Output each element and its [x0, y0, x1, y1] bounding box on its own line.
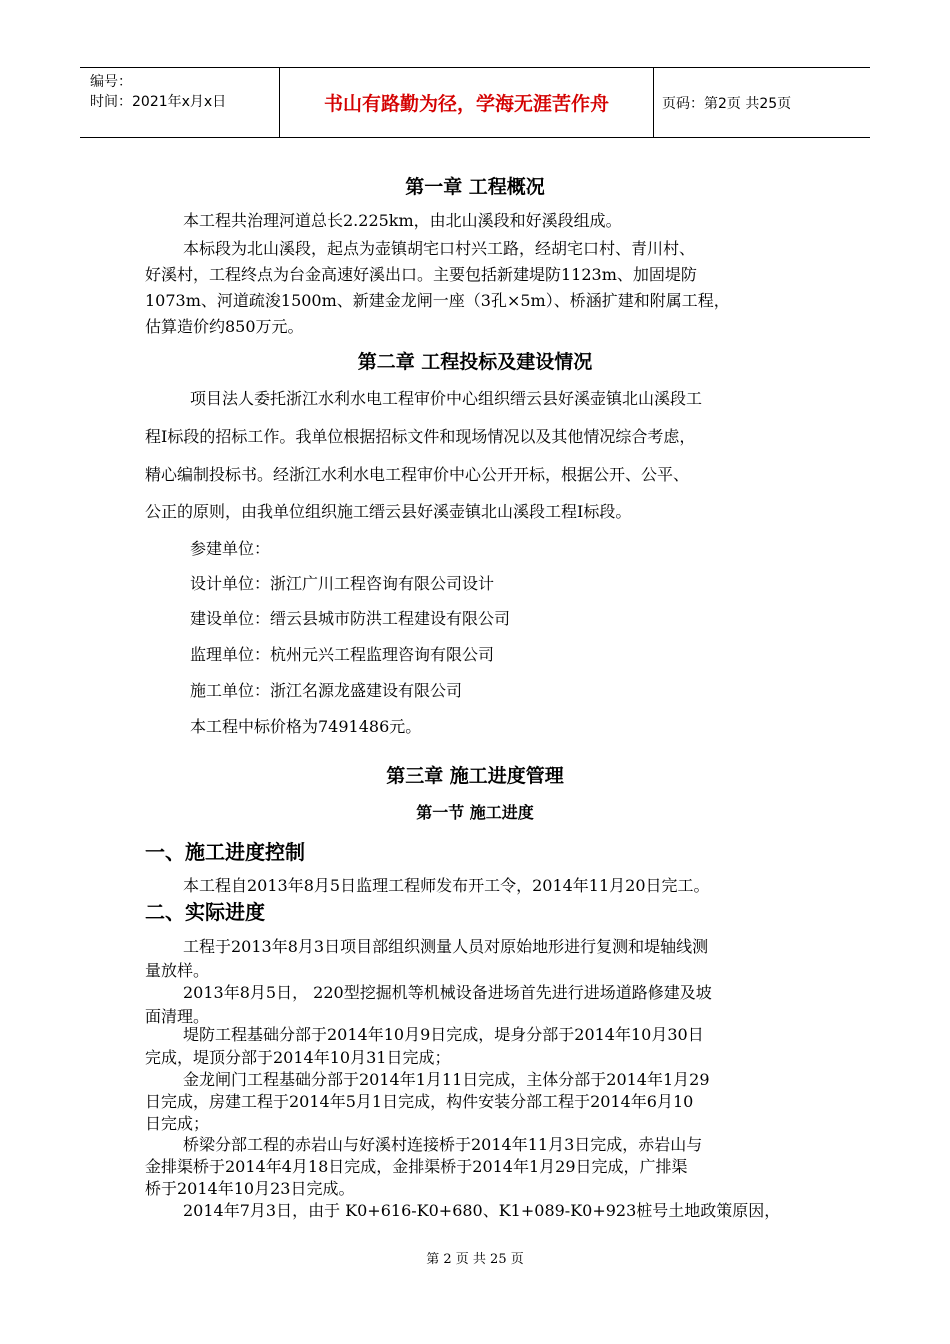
- header-motto: 书山有路勤为径，学海无涯苦作舟: [280, 68, 654, 137]
- actual-line: 桥于2014年10月23日完成。: [145, 1179, 355, 1198]
- section1-title: 第一节 施工进度: [416, 803, 534, 822]
- participants-label: 参建单位：: [190, 539, 271, 558]
- actual-line: 堤防工程基础分部于2014年10月9日完成，堤身分部于2014年10月30日: [183, 1025, 704, 1044]
- actual-line: 2013年8月5日， 220型挖掘机等机械设备进场首先进行进场道路修建及坡: [183, 983, 712, 1002]
- control-line: 本工程自2013年8月5日监理工程师发布开工令，2014年11月20日完工。: [183, 876, 710, 895]
- chapter3-title: 第三章 施工进度管理: [386, 765, 564, 787]
- header-page-label: 页码：第2页 共25页: [662, 95, 792, 112]
- actual-line: 完成，堤顶分部于2014年10月31日完成；: [145, 1048, 451, 1067]
- actual-line: 2014年7月3日，由于 K0+616-K0+680、K1+089-K0+923桩号土地政策原因，: [183, 1201, 781, 1220]
- construction-client: 建设单位：缙云县城市防洪工程建设有限公司: [190, 609, 511, 628]
- heading-actual-progress: 二、实际进度: [145, 900, 265, 924]
- design-unit: 设计单位：浙江广川工程咨询有限公司设计: [190, 574, 495, 593]
- actual-line: 工程于2013年8月3日项目部组织测量人员对原始地形进行复测和堤轴线测: [183, 937, 709, 956]
- actual-line: 日完成，房建工程于2014年5月1日完成，构件安装分部工程于2014年6月10: [145, 1092, 694, 1111]
- actual-line: 量放样。: [145, 961, 210, 980]
- actual-line: 金龙闸门工程基础分部于2014年1月11日完成，主体分部于2014年1月29: [183, 1070, 710, 1089]
- actual-line: 金排渠桥于2014年4月18日完成，金排渠桥于2014年1月29日完成，广排渠: [145, 1157, 688, 1176]
- chapter1-line: 1073m、河道疏浚1500m、新建金龙闸一座（3孔×5m）、桥涵扩建和附属工程，: [145, 291, 730, 310]
- supervision-unit: 监理单位：杭州元兴工程监理咨询有限公司: [190, 645, 495, 664]
- chapter2-line: 精心编制投标书。经浙江水利水电工程审价中心公开开标，根据公开、公平、: [145, 465, 690, 484]
- chapter1-title: 第一章 工程概况: [405, 176, 545, 198]
- chapter2-title: 第二章 工程投标及建设情况: [357, 351, 593, 373]
- code-label: 编号：: [90, 74, 132, 90]
- chapter1-line: 本工程共治理河道总长2.225km，由北山溪段和好溪段组成。: [183, 211, 622, 230]
- chapter2-line: 程Ⅰ标段的招标工作。我单位根据招标文件和现场情况以及其他情况综合考虑，: [145, 427, 696, 446]
- page-header: [80, 67, 870, 138]
- bid-price: 本工程中标价格为7491486元。: [190, 717, 422, 736]
- heading-progress-control: 一、施工进度控制: [145, 840, 305, 864]
- chapter1-line: 好溪村，工程终点为台金高速好溪出口。主要包括新建堤防1123m、加固堤防: [145, 265, 697, 284]
- date-label: 时间：2021年x月x日: [90, 94, 227, 110]
- chapter2-line: 公正的原则，由我单位组织施工缙云县好溪壶镇北山溪段工程Ⅰ标段。: [145, 502, 632, 521]
- header-meta: [80, 68, 280, 137]
- actual-line: 桥梁分部工程的赤岩山与好溪村连接桥于2014年11月3日完成，赤岩山与: [183, 1135, 703, 1154]
- chapter1-line: 本标段为北山溪段，起点为壶镇胡宅口村兴工路，经胡宅口村、青川村、: [183, 239, 696, 258]
- page-footer: 第 2 页 共 25 页: [426, 1252, 524, 1267]
- actual-line: 日完成；: [145, 1114, 210, 1133]
- chapter2-line: 项目法人委托浙江水利水电工程审价中心组织缙云县好溪壶镇北山溪段工: [190, 389, 703, 408]
- construction-unit: 施工单位：浙江名源龙盛建设有限公司: [190, 681, 463, 700]
- actual-line: 面清理。: [145, 1007, 210, 1026]
- chapter1-line: 估算造价约850万元。: [145, 317, 304, 336]
